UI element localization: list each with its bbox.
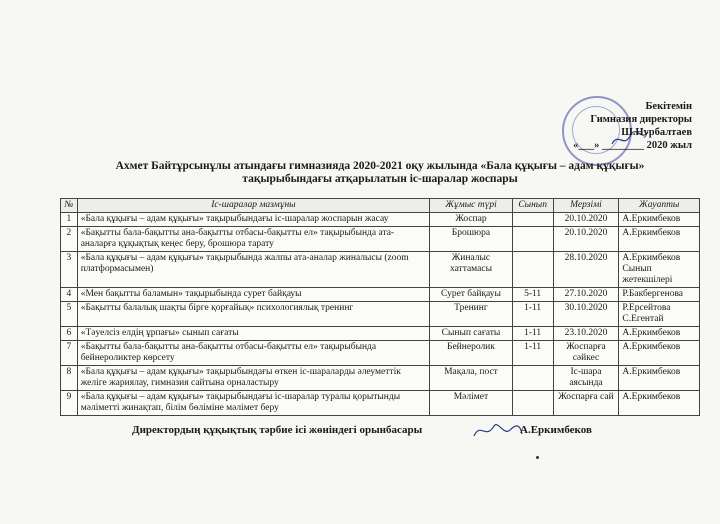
header-date: Мерзімі <box>553 199 619 213</box>
row-date: 23.10.2020 <box>553 327 619 341</box>
row-date: 27.10.2020 <box>553 288 619 302</box>
row-form: Сурет байқауы <box>430 288 513 302</box>
row-form: Мақала, пост <box>430 366 513 391</box>
approval-line-2: Гимназия директоры <box>590 114 692 125</box>
table-row <box>61 288 700 302</box>
row-date: 20.10.2020 <box>553 213 619 227</box>
row-number: 4 <box>61 288 78 302</box>
row-form: Жоспар <box>430 213 513 227</box>
table-row <box>61 366 700 391</box>
row-event: «Бала құқығы – адам құқығы» тақырыбында жалпы ата-аналар жиналысы (zoom платформасымен) <box>77 252 429 288</box>
row-number: 7 <box>61 341 78 366</box>
row-number: 1 <box>61 213 78 227</box>
document-title <box>80 160 680 186</box>
row-event: «Бақытты бала-бақытты ана-бақытты отбасы-бақытты ел» тақырыбында бейнероликтер көрсету <box>77 341 429 366</box>
table-row <box>61 252 700 288</box>
row-responsible: А.Еркимбеков <box>619 327 700 341</box>
row-form: Брошюра <box>430 227 513 252</box>
row-class <box>512 213 553 227</box>
row-event: «Бала құқығы – адам құқығы» тақырыбындағы іс-шаралар жоспарын жасау <box>77 213 429 227</box>
row-responsible: А.Еркимбеков Сынып жетекшілері <box>619 252 700 288</box>
row-class <box>512 227 553 252</box>
approval-line-4: «___» ________ 2020 жыл <box>573 140 692 151</box>
title-line-2: тақырыбындағы атқарылатын іс-шаралар жоспары <box>242 173 518 185</box>
row-event: «Мен бақытты баламын» тақырыбында сурет байқауы <box>77 288 429 302</box>
row-responsible: А.Еркимбеков <box>619 391 700 416</box>
table-header-row <box>61 199 700 213</box>
row-form: Мәлімет <box>430 391 513 416</box>
signatory-name: А.Еркимбеков <box>520 424 592 436</box>
row-responsible: А.Еркимбеков <box>619 341 700 366</box>
row-responsible: Р.Бакбергенова <box>619 288 700 302</box>
deputy-signature <box>470 416 524 442</box>
row-date: Жоспарға сай <box>553 391 619 416</box>
row-form: Тренинг <box>430 302 513 327</box>
table-row <box>61 391 700 416</box>
row-responsible: А.Еркимбеков <box>619 213 700 227</box>
row-number: 3 <box>61 252 78 288</box>
row-event: «Бала құқығы – адам құқығы» тақырыбындағы іс-шаралар туралы қорытынды мәліметті жинақтап, білім бөліміне мәлімет беру <box>77 391 429 416</box>
row-form: Сынып сағаты <box>430 327 513 341</box>
row-class: 1-11 <box>512 302 553 327</box>
row-form: Жиналыс хаттамасы <box>430 252 513 288</box>
approval-block <box>573 100 692 152</box>
signatory-position: Директордың құқықтық тәрбие ісі жөніндегі орынбасары <box>132 424 423 436</box>
row-date: 20.10.2020 <box>553 227 619 252</box>
row-event: «Бала құқығы – адам құқығы» тақырыбындағы өткен іс-шараларды әлеуметтік желіге жариялау, гимназия сайтына орналастыру <box>77 366 429 391</box>
header-form: Жұмыс түрі <box>430 199 513 213</box>
table-row <box>61 213 700 227</box>
row-number: 2 <box>61 227 78 252</box>
row-class <box>512 366 553 391</box>
approval-line-1: Бекітемін <box>645 101 692 112</box>
row-class <box>512 391 553 416</box>
row-number: 8 <box>61 366 78 391</box>
row-date: 30.10.2020 <box>553 302 619 327</box>
header-event: Іс-шаралар мазмұны <box>77 199 429 213</box>
table-row <box>61 302 700 327</box>
row-responsible: Р.Ерсейтова С.Егентай <box>619 302 700 327</box>
row-number: 9 <box>61 391 78 416</box>
row-form: Бейнеролик <box>430 341 513 366</box>
row-number: 5 <box>61 302 78 327</box>
header-number: № <box>61 199 78 213</box>
row-class <box>512 252 553 288</box>
row-class: 1-11 <box>512 327 553 341</box>
row-class: 5-11 <box>512 288 553 302</box>
row-number: 6 <box>61 327 78 341</box>
title-line-1: Ахмет Байтұрсынұлы атындағы гимназияда 2020-2021 оқу жылында «Бала құқығы – адам құқығы» <box>115 160 645 172</box>
row-responsible: А.Еркимбеков <box>619 366 700 391</box>
header-responsible: Жауапты <box>619 199 700 213</box>
approval-line-3: Ш.Нурбалтаев <box>621 127 692 138</box>
table-row <box>61 227 700 252</box>
row-event: «Бақытты балалық шақты бірге қорғайық» психологиялық тренинг <box>77 302 429 327</box>
row-date: Іс-шара аясында <box>553 366 619 391</box>
ink-dot <box>536 456 539 459</box>
table-row <box>61 327 700 341</box>
events-plan-table <box>60 198 700 416</box>
row-responsible: А.Еркимбеков <box>619 227 700 252</box>
header-class: Сынып <box>512 199 553 213</box>
row-class: 1-11 <box>512 341 553 366</box>
row-date: 28.10.2020 <box>553 252 619 288</box>
row-event: «Бақытты бала-бақытты ана-бақытты отбасы-бақытты ел» тақырыбында ата-аналарға құқықтық кеңес беру, брошюра тарату <box>77 227 429 252</box>
row-event: «Тәуелсіз елдің ұрпағы» сынып сағаты <box>77 327 429 341</box>
row-date: Жоспарға сәйкес <box>553 341 619 366</box>
table-row <box>61 341 700 366</box>
